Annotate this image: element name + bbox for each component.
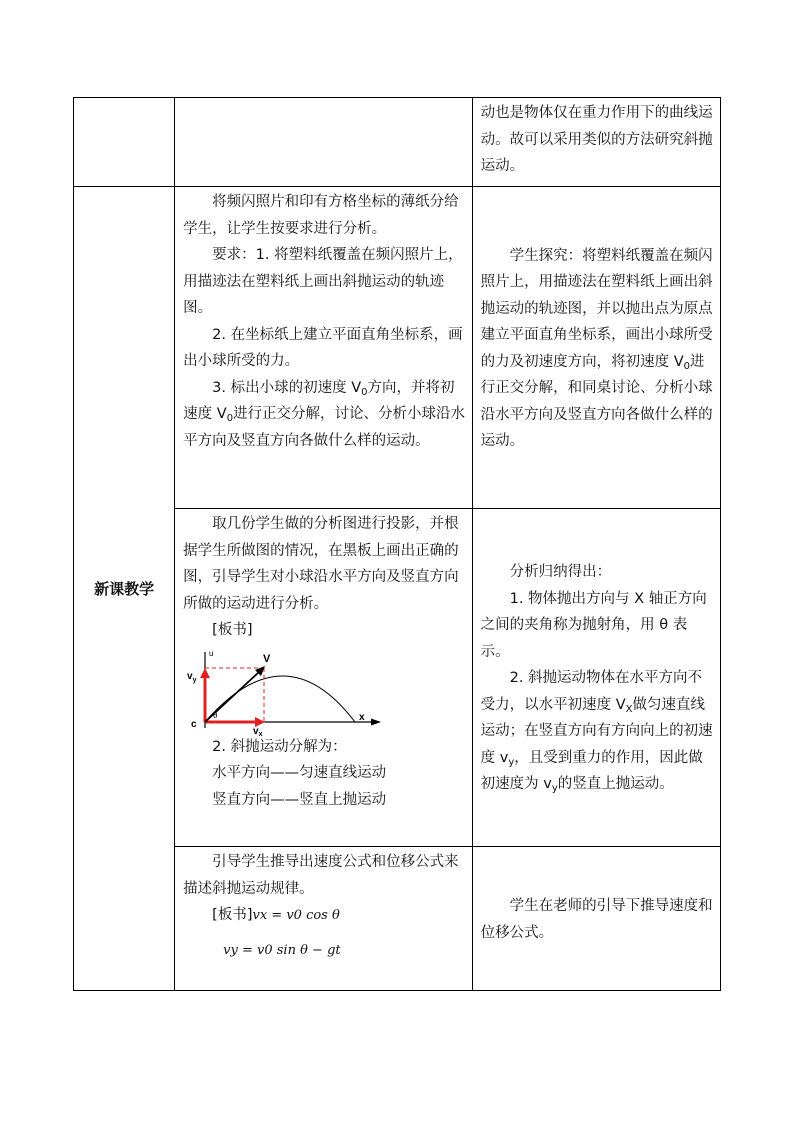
continued-text: 动也是物体仅在重力作用下的曲线运动。故可以采用类似的方法研究斜抛运动。 [480,105,713,174]
student-activity-cell [472,187,720,509]
table-cell [472,98,720,187]
text-span: 做匀速直线运动；在竖直方向有方向向上的初速度 v [480,696,713,766]
student-activity-cell [472,847,720,991]
subscript: 0 [226,413,234,424]
text-span: ，且受到重力的作用，因此做初速度为 v [480,749,703,793]
paragraph: 2. 斜抛运动分解为： [212,738,347,755]
text-span: 学生探究：将塑料纸覆盖在频闪照片上，用描迹法在塑料纸上画出斜抛运动的轨迹图，并以抛出点为原点建立平面直角坐标系，画出小球所受的力及初速度方向，将初速度 V [480,247,713,370]
board-label: [板书] [212,622,253,638]
teacher-activity-cell [175,187,472,509]
velocity-formula-x: vx = v0 cos θ [252,908,340,923]
x-axis-arrow [371,718,381,725]
table-row [74,98,721,187]
board-label: [板书] [212,907,253,923]
paragraph [183,902,465,930]
subscript: y [508,756,515,768]
x-axis-label: x [359,711,365,723]
paragraph [481,243,714,455]
section-label: 新课教学 [74,187,175,991]
paragraph: 分析归纳得出： [509,564,612,581]
text-span: 的竖直上抛运动。 [557,776,674,793]
vy-label-sub: y [192,676,197,684]
vy-label [187,671,197,684]
origin-label: c [191,718,197,730]
paragraph: 引导学生推导出速度公式和位移公式来描述斜抛运动规律。 [183,854,459,897]
text-span: 进行正交分解，讨论、分析小球沿水平方向及竖直方向各做什么样的运动。 [183,406,466,449]
subscript: y [551,783,558,795]
paragraph: 1. 物体抛出方向与 X 轴正方向之间的夹角称为抛射角，用 θ 表示。 [480,590,707,660]
paragraph: 水平方向——匀速直线运动 [212,765,387,781]
paragraph: 学生在老师的引导下推导速度和位移公式。 [480,898,713,941]
teacher-activity-cell [175,509,472,847]
text-span: 3. 标出小球的初速度 V [212,379,362,396]
text-span: 进行正交分解，和同桌讨论、分析小球沿水平方向及竖直方向各做什么样的运动。 [480,353,713,449]
student-activity-cell [472,509,720,847]
velocity-formula-y: vy = v0 sin θ − gt [223,942,341,958]
trajectory-curve [205,676,355,722]
paragraph: 要求：1. 将塑料纸覆盖在频闪照片上，用描迹法在塑料纸上画出斜抛运动的轨迹图。 [183,247,463,316]
vx-label-main: v [253,725,259,737]
teacher-activity-cell [175,847,472,991]
subscript: 0 [361,386,368,398]
theta-label: θ [213,710,218,720]
paragraph [481,665,714,798]
table-row [74,187,721,509]
table-cell [175,98,472,187]
vy-label-main: v [187,670,193,682]
paragraph: 将频闪照片和印有方格坐标的薄纸分给学生，让学生按要求进行分析。 [183,194,459,237]
paragraph [183,375,465,455]
vy-arrowhead [200,668,210,678]
paragraph: 取几份学生做的分析图进行投影，并根据学生所做图的情况，在黑板上画出正确的图，引导学生对小球沿水平方向及竖直方向所做的运动进行分析。 [183,516,459,612]
text-span: 2. 斜抛运动物体在水平方向不受力，以水平初速度 V [480,670,703,713]
vx-label-sub: x [258,730,263,738]
v-label: V [263,652,271,665]
subscript: X [625,703,633,715]
lesson-plan-table [73,97,721,991]
table-cell [74,98,175,187]
velocity-decomposition-diagram [185,646,385,738]
y-axis-label: u [209,648,214,658]
subscript: 0 [683,360,691,372]
paragraph: 2. 在坐标纸上建立平面直角坐标系，画出小球所受的力。 [183,326,463,369]
paragraph: 竖直方向——竖直上抛运动 [212,791,387,808]
text-span: 方向，并将初速度 V [183,379,455,422]
